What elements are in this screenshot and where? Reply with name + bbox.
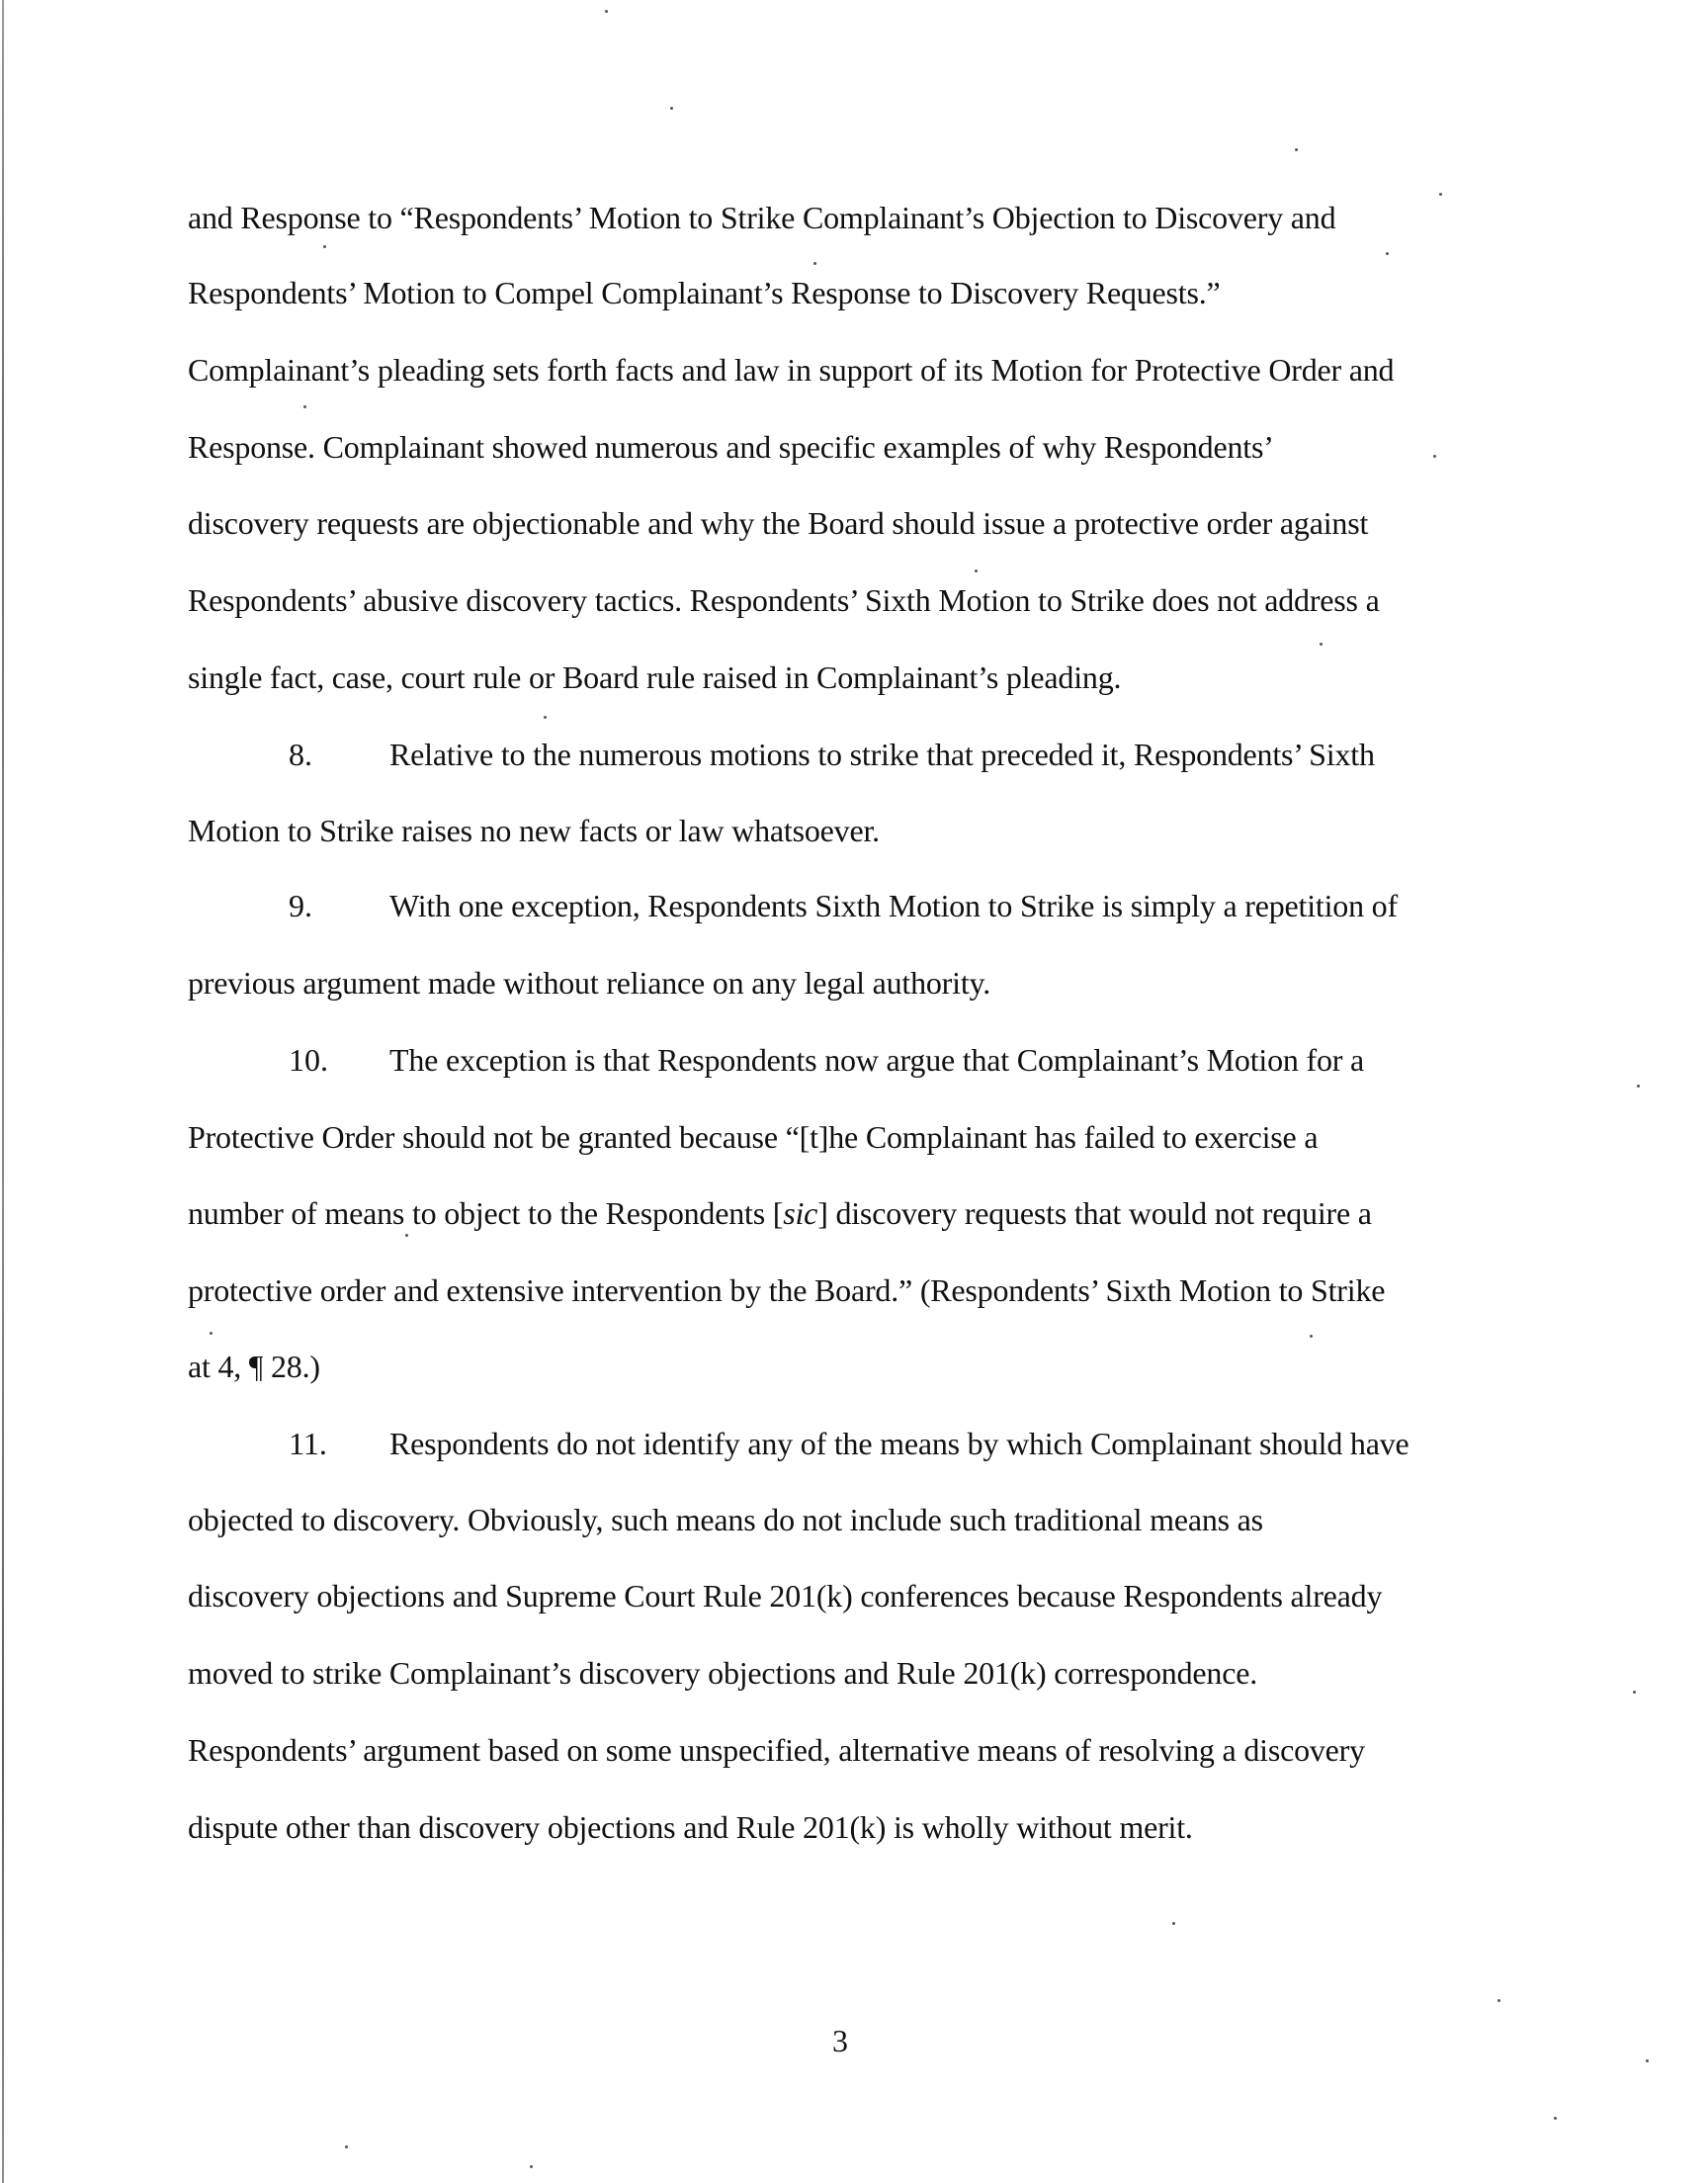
- paragraph-11-line-2: objected to discovery. Obviously, such means do not include such traditional means as: [188, 1502, 1263, 1537]
- scan-speck: [1310, 1335, 1313, 1338]
- paragraph-10-line-5: at 4, ¶ 28.): [188, 1349, 320, 1384]
- scan-speck: [530, 2165, 533, 2168]
- scan-speck: [1433, 455, 1436, 458]
- intro-line-1: and Response to “Respondents’ Motion to Strike Complainant’s Objection to Discovery and: [188, 200, 1336, 235]
- paragraph-10-line-3-start: number of means to object to the Respondents [: [188, 1195, 784, 1231]
- paragraph-11-number: 11.: [289, 1426, 327, 1461]
- paragraph-11-line-1: Respondents do not identify any of the means by which Complainant should have: [389, 1426, 1409, 1461]
- paragraph-10-number: 10.: [289, 1042, 328, 1078]
- paragraph-10-line-3-end: ] discovery requests that would not require a: [817, 1195, 1372, 1231]
- paragraph-11-line-5: Respondents’ argument based on some unspecified, alternative means of resolving a discovery: [188, 1732, 1365, 1768]
- paragraph-8-number: 8.: [289, 737, 312, 772]
- scan-speck: [605, 10, 608, 13]
- paragraph-8-line-1: Relative to the numerous motions to strike that preceded it, Respondents’ Sixth: [389, 737, 1375, 772]
- paragraph-9-number: 9.: [289, 888, 312, 923]
- scan-speck: [670, 107, 673, 110]
- intro-line-7: single fact, case, court rule or Board rule raised in Complainant’s pleading.: [188, 659, 1122, 695]
- intro-line-3: Complainant’s pleading sets forth facts and law in support of its Motion for Protective Order and: [188, 352, 1395, 388]
- scan-speck: [1554, 2117, 1557, 2120]
- scan-speck: [405, 1234, 408, 1237]
- paragraph-11-line-3: discovery objections and Supreme Court Rule 201(k) conferences because Respondents already: [188, 1578, 1383, 1614]
- paragraph-11-line-6: dispute other than discovery objections and Rule 201(k) is wholly without merit.: [188, 1809, 1193, 1845]
- scan-speck: [1386, 252, 1389, 255]
- scan-speck: [813, 262, 816, 265]
- scan-speck: [1633, 1691, 1636, 1694]
- scan-speck: [210, 1332, 213, 1335]
- paragraph-9-line-1: With one exception, Respondents Sixth Motion to Strike is simply a repetition of: [389, 888, 1398, 923]
- scan-speck: [1295, 148, 1298, 151]
- paragraph-10-line-3: [188, 1193, 1372, 1233]
- scan-speck: [544, 716, 547, 719]
- paragraph-10-line-4: protective order and extensive intervention by the Board.” (Respondents’ Sixth Motion to Strike: [188, 1272, 1386, 1308]
- scan-speck: [345, 2145, 348, 2148]
- intro-line-4: Response. Complainant showed numerous and specific examples of why Respondents’: [188, 429, 1274, 465]
- paragraph-8-line-2: Motion to Strike raises no new facts or law whatsoever.: [188, 813, 880, 848]
- scan-speck: [1320, 643, 1323, 646]
- paragraph-10-line-2: Protective Order should not be granted because “[t]he Complainant has failed to exercise a: [188, 1119, 1319, 1155]
- scan-speck: [323, 245, 326, 248]
- sic-italic: sic: [783, 1195, 818, 1231]
- intro-line-5: discovery requests are objectionable and why the Board should issue a protective order against: [188, 505, 1369, 541]
- paragraph-9-line-2: previous argument made without reliance on any legal authority.: [188, 965, 991, 1001]
- paragraph-11-line-4: moved to strike Complainant’s discovery objections and Rule 201(k) correspondence.: [188, 1655, 1258, 1691]
- page-number: 3: [832, 2023, 848, 2058]
- scan-speck: [1497, 1999, 1500, 2002]
- intro-line-6: Respondents’ abusive discovery tactics. Respondents’ Sixth Motion to Strike does not address a: [188, 582, 1380, 618]
- scan-speck: [1439, 193, 1442, 196]
- scan-speck: [303, 405, 306, 408]
- scan-edge-line: [2, 0, 4, 2183]
- intro-line-2: Respondents’ Motion to Compel Complainant’s Response to Discovery Requests.”: [188, 275, 1221, 310]
- scan-speck: [1637, 1085, 1640, 1088]
- scan-speck: [1646, 2059, 1649, 2062]
- paragraph-10-line-1: The exception is that Respondents now argue that Complainant’s Motion for a: [389, 1042, 1365, 1078]
- scan-speck: [975, 569, 978, 572]
- scan-speck: [1172, 1922, 1175, 1925]
